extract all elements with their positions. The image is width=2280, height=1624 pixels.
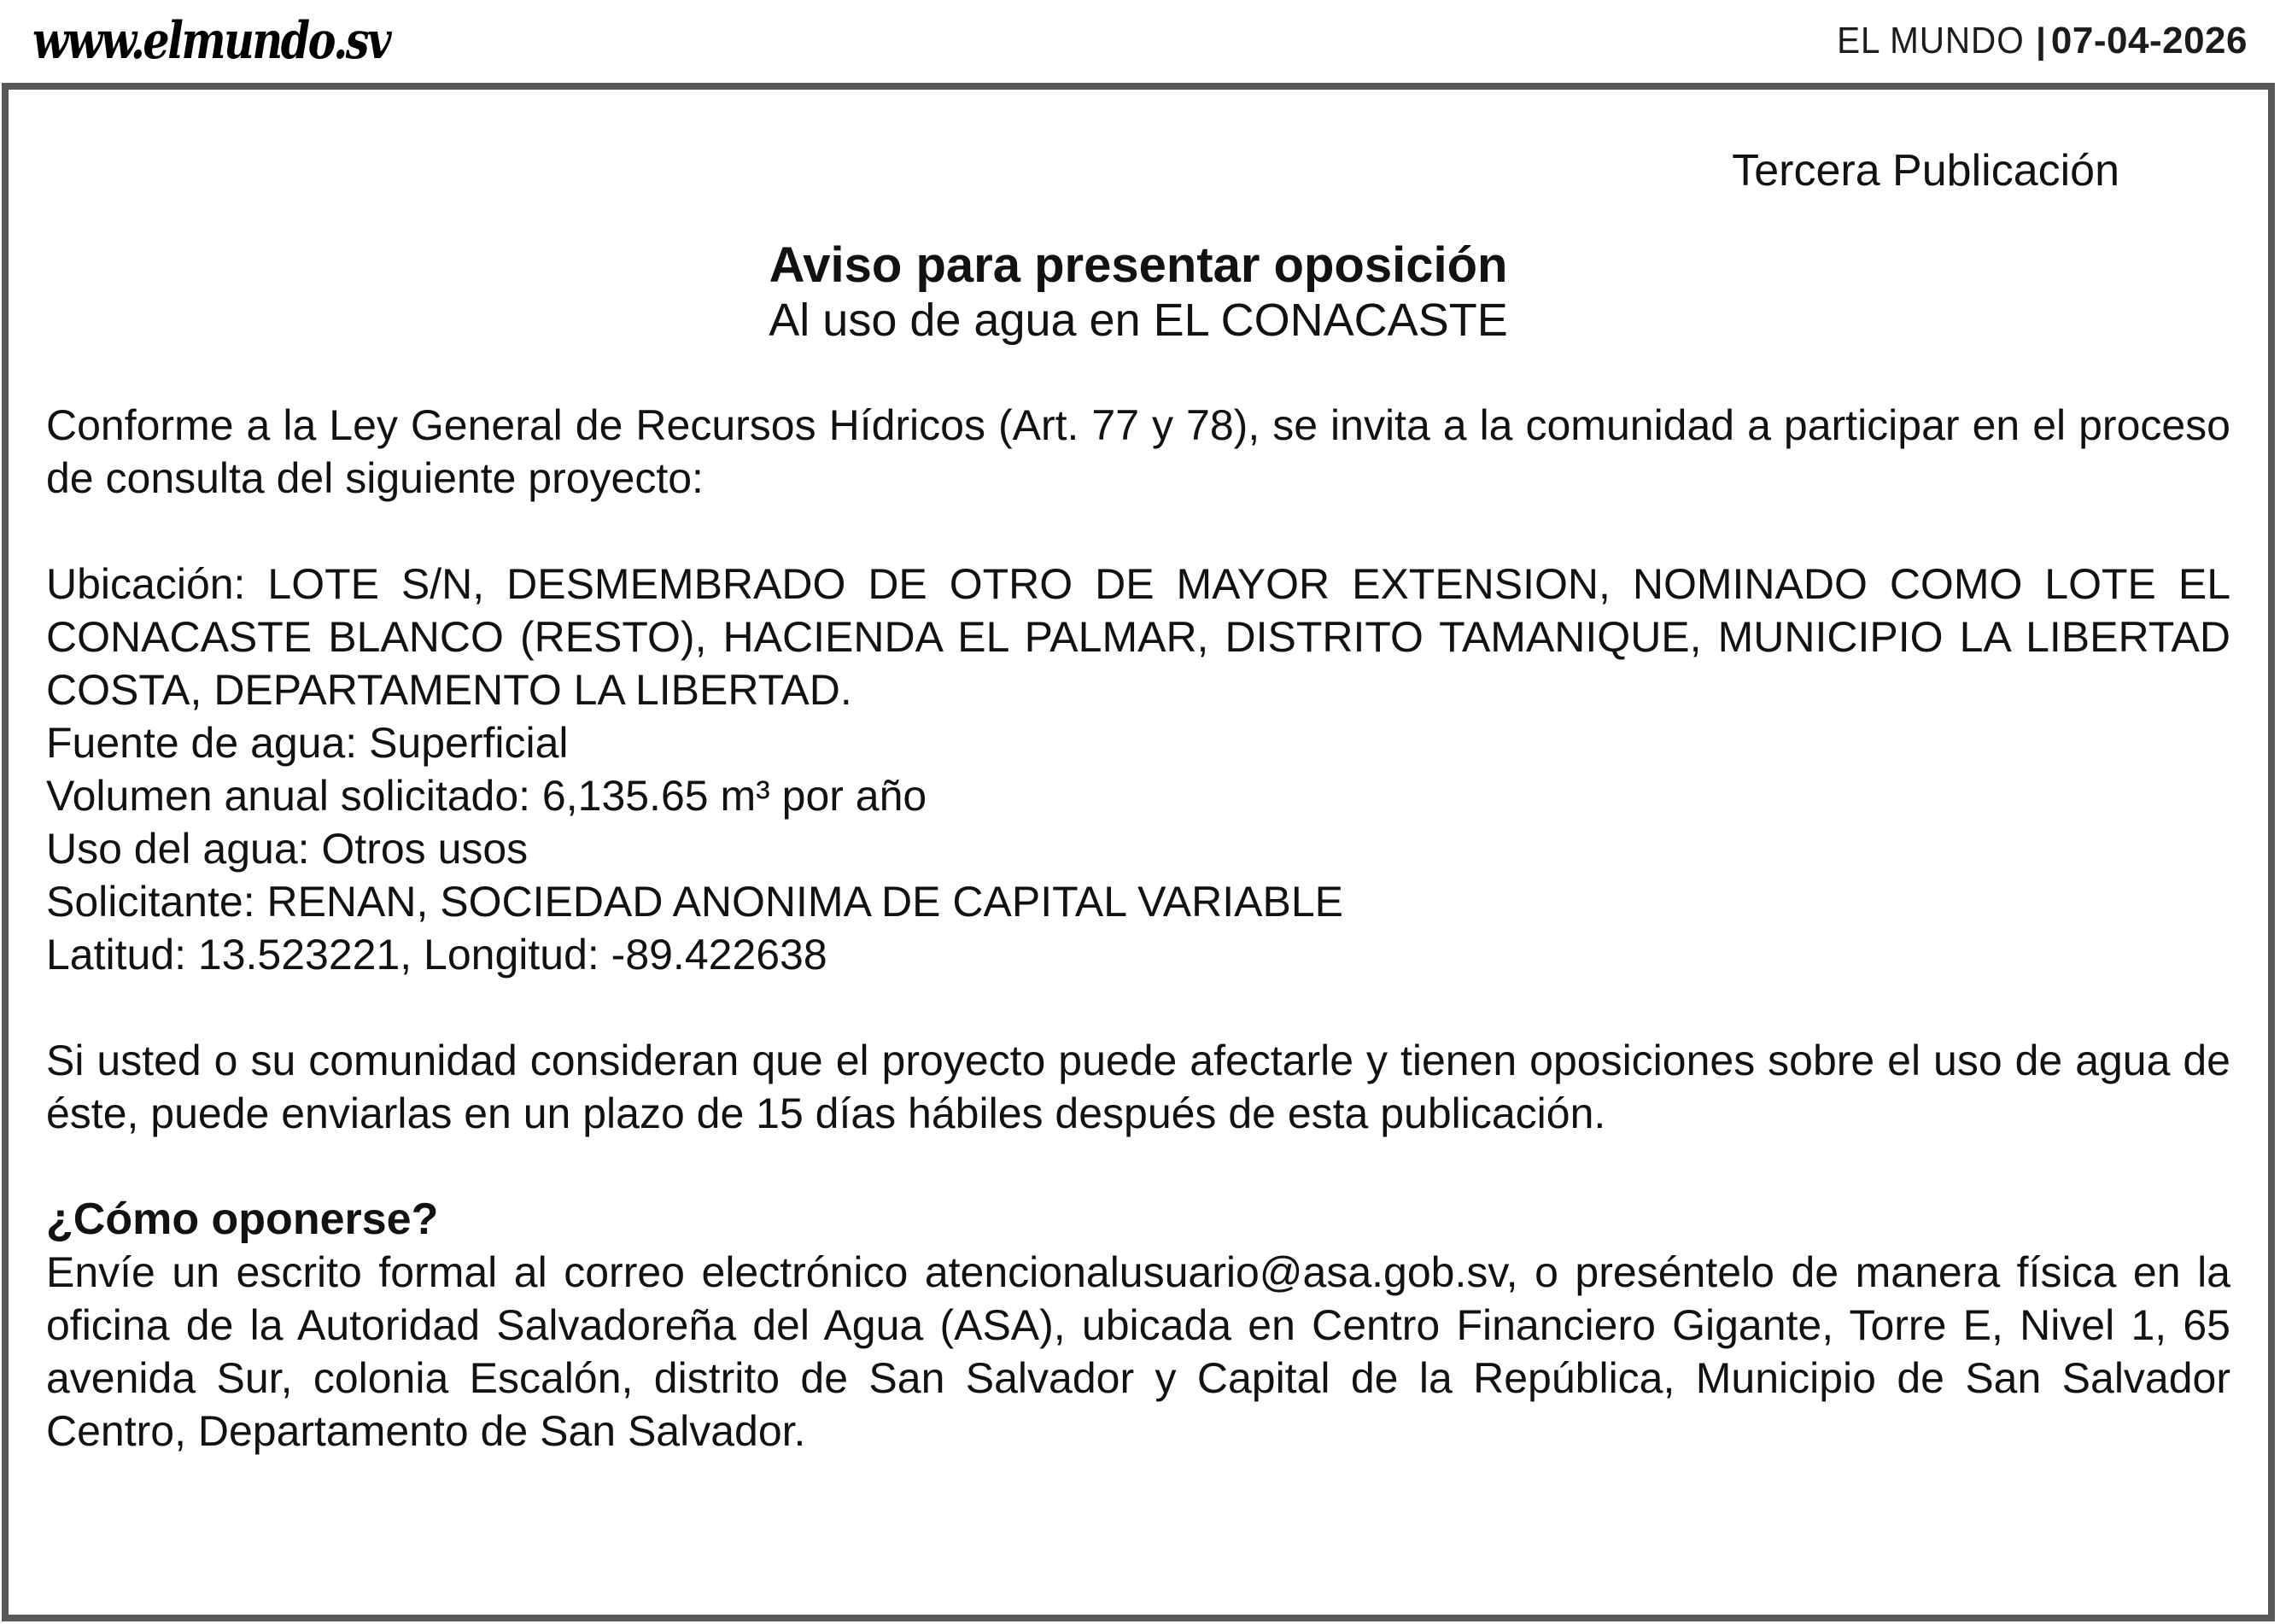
notice-box xyxy=(2,83,2275,1621)
project-details xyxy=(46,558,2230,981)
detail-fuente-de-agua: Fuente de agua: Superficial xyxy=(46,719,569,767)
masthead-dateline xyxy=(1821,20,2248,62)
paper-name: EL MUNDO xyxy=(1836,20,2025,61)
detail-uso-del-agua: Uso del agua: Otros usos xyxy=(46,825,529,873)
detail-ubicacion: Ubicación: LOTE S/N, DESMEMBRADO DE OTRO DE MAYOR EXTENSION, NOMINADO COMO LOTE EL CONACASTE BLANCO (RESTO), HACIENDA EL PALMAR, DISTRITO TAMANIQUE, MUNICIPIO LA LIBERTAD COSTA, DEPARTAMENTO LA LIBERTAD. xyxy=(46,560,2230,714)
detail-solicitante: Solicitante: RENAN, SOCIEDAD ANONIMA DE CAPITAL VARIABLE xyxy=(46,878,1343,926)
howto-heading: ¿Cómo oponerse? xyxy=(46,1195,439,1244)
masthead-separator: | xyxy=(2036,20,2046,61)
site-logo: www.elmundo.sv xyxy=(32,11,390,71)
notice-subtitle: Al uso de agua en EL CONACASTE xyxy=(769,295,1508,346)
publication-date: 07-04-2026 xyxy=(2050,20,2248,61)
howto-paragraph: Envíe un escrito formal al correo electrónico atencionalusuario@asa.gob.sv, o preséntelo de manera física en la oficina de la Autoridad Salvadoreña del Agua (ASA), ubicada en Centro Financiero Gigante, Torre E, Nivel 1, 65 avenida Sur, colonia Escalón, distrito de San Salvador y Capital de la República, Municipio de San Salvador Centro, Departamento de San Salvador. xyxy=(46,1248,2230,1455)
page-header xyxy=(0,0,2280,82)
notice-title: Aviso para presentar oposición xyxy=(769,237,1508,293)
opposition-paragraph: Si usted o su comunidad consideran que el proyecto puede afectarle y tienen oposiciones sobre el uso de agua de éste, puede enviarlas en un plazo de 15 días hábiles después de esta publicación. xyxy=(46,1037,2230,1137)
detail-volumen-anual: Volumen anual solicitado: 6,135.65 m³ por año xyxy=(46,772,927,820)
intro-paragraph: Conforme a la Ley General de Recursos Hídricos (Art. 77 y 78), se invita a la comunidad a participar en el proceso de consulta del siguiente proyecto: xyxy=(46,401,2230,502)
detail-coordenadas: Latitud: 13.523221, Longitud: -89.422638 xyxy=(46,931,827,978)
publication-number-label: Tercera Publicación xyxy=(1732,146,2119,196)
